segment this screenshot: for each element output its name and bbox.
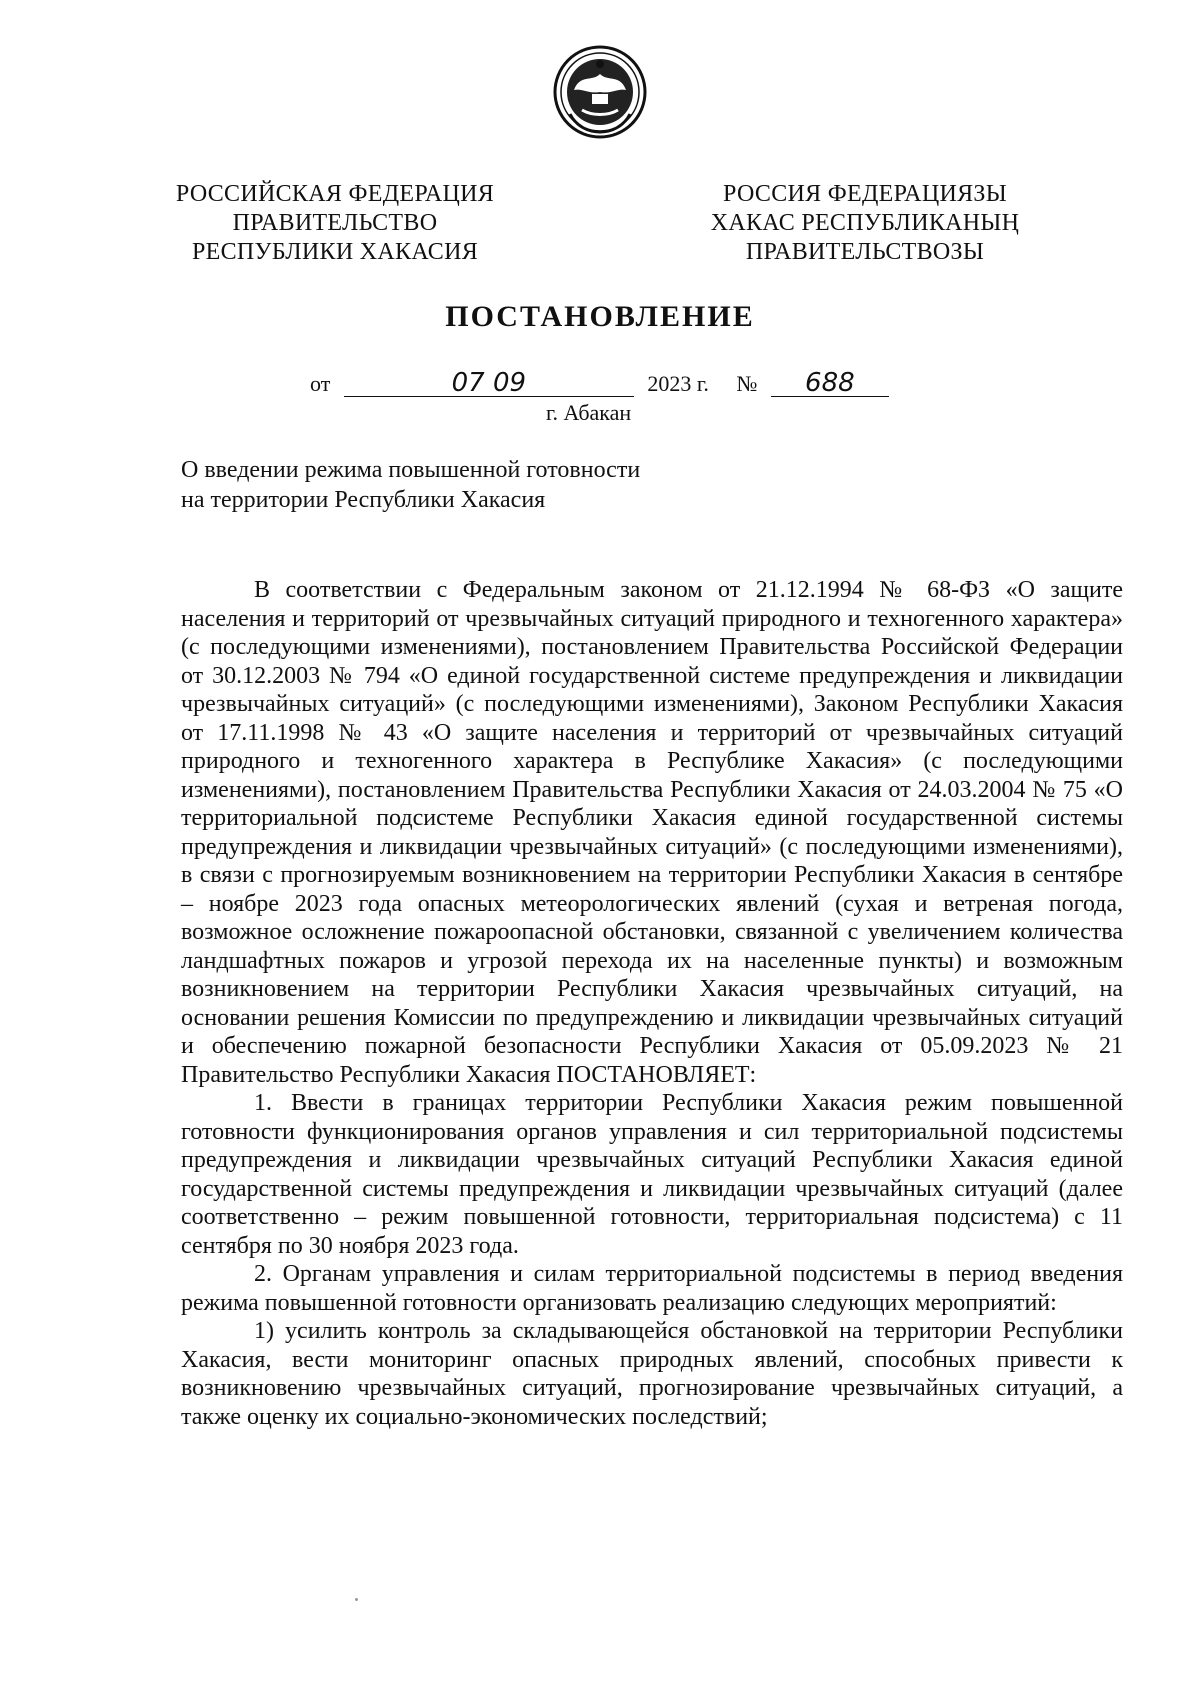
header-left-block (150, 180, 520, 267)
subject-heading (181, 455, 640, 515)
header-right-line: РОССИЯ ФЕДЕРАЦИЯЗЫ (723, 181, 1007, 207)
header-left-line: РЕСПУБЛИКИ ХАКАСИЯ (191, 239, 479, 265)
stray-mark (355, 1598, 358, 1601)
header-right-block (680, 180, 1050, 267)
header-left-line: ПРАВИТЕЛЬСТВО (232, 210, 438, 236)
handwritten-date: 07 09 (344, 370, 634, 397)
body-paragraph: 2. Органам управления и силам территориальной подсистемы в период введения режима повышенной готовности организовать реализацию следующих мероприятий: (181, 1261, 1123, 1316)
document-title: ПОСТАНОВЛЕНИЕ (445, 300, 755, 333)
city-label: г. Абакан (546, 400, 632, 425)
body-paragraph: 1) усилить контроль за складывающейся обстановкой на территории Республики Хакасия, вести мониторинг опасных природных явлений, способных привести к возникновению чрезвычайных ситуаций, прогнозирование чрезвычайных ситуаций, а также оценку их социально-экономических последствий; (181, 1318, 1123, 1430)
coat-of-arms-emblem (552, 44, 648, 140)
header-right-line: ПРАВИТЕЛЬСТВОЗЫ (745, 239, 985, 265)
header-right-line: ХАКАС РЕСПУБЛИКАНЫҢ (710, 210, 1020, 236)
subject-line: на территории Республики Хакасия (181, 487, 546, 513)
date-year: 2023 г. (647, 371, 709, 396)
header-left-line: РОССИЙСКАЯ ФЕДЕРАЦИЯ (175, 181, 495, 207)
date-prefix: от (310, 371, 331, 396)
number-sign: № (736, 371, 758, 396)
handwritten-number: 688 (771, 370, 889, 397)
subject-line: О введении режима повышенной готовности (181, 457, 641, 483)
body-paragraph: В соответствии с Федеральным законом от 21.12.1994 № 68-ФЗ «О защите населения и территорий от чрезвычайных ситуаций природного и техногенного характера» (с последующими изменениями), постановлением Правительства Российской Федерации от 30.12.2003 № 794 «О единой государственной системе предупреждения и ликвидации чрезвычайных ситуаций» (с последующими изменениями), Законом Республики Хакасия от 17.11.1998 № 43 «О защите населения и территорий от чрезвычайных ситуаций природного и техногенного характера в Республике Хакасия» (с последующими изменениями), постановлением Правительства Республики Хакасия от 24.03.2004 № 75 «О территориальной подсистеме Республики Хакасия единой государственной системы предупреждения и ликвидации чрезвычайных ситуаций» (с последующими изменениями), в связи с прогнозируемым возникновением на территории Республики Хакасия в сентябре – ноябре 2023 года опасных метеорологических явлений (сухая и ветреная погода, возможное осложнение пожароопасной обстановки, связанной с увеличением количества ландшафтных пожаров и угрозой перехода их на населенные пункты) и возможным возникновением на территории Республики Хакасия чрезвычайных ситуаций, на основании решения Комиссии по предупреждению и ликвидации чрезвычайных ситуаций и обеспечению пожарной безопасности Республики Хакасия от 05.09.2023 № 21 Правительство Республики Хакасия ПОСТАНОВЛЯЕТ: (181, 577, 1123, 1088)
emblem-icon (552, 44, 648, 140)
date-number-line (310, 370, 889, 397)
document-body (181, 576, 1123, 1431)
body-paragraph: 1. Ввести в границах территории Республики Хакасия режим повышенной готовности функционирования органов управления и сил территориальной подсистемы предупреждения и ликвидации чрезвычайных ситуаций Республики Хакасия единой государственной системы предупреждения и ликвидации чрезвычайных ситуаций (далее соответственно – режим повышенной готовности, территориальная подсистема) с 11 сентября по 30 ноября 2023 года. (181, 1090, 1123, 1259)
